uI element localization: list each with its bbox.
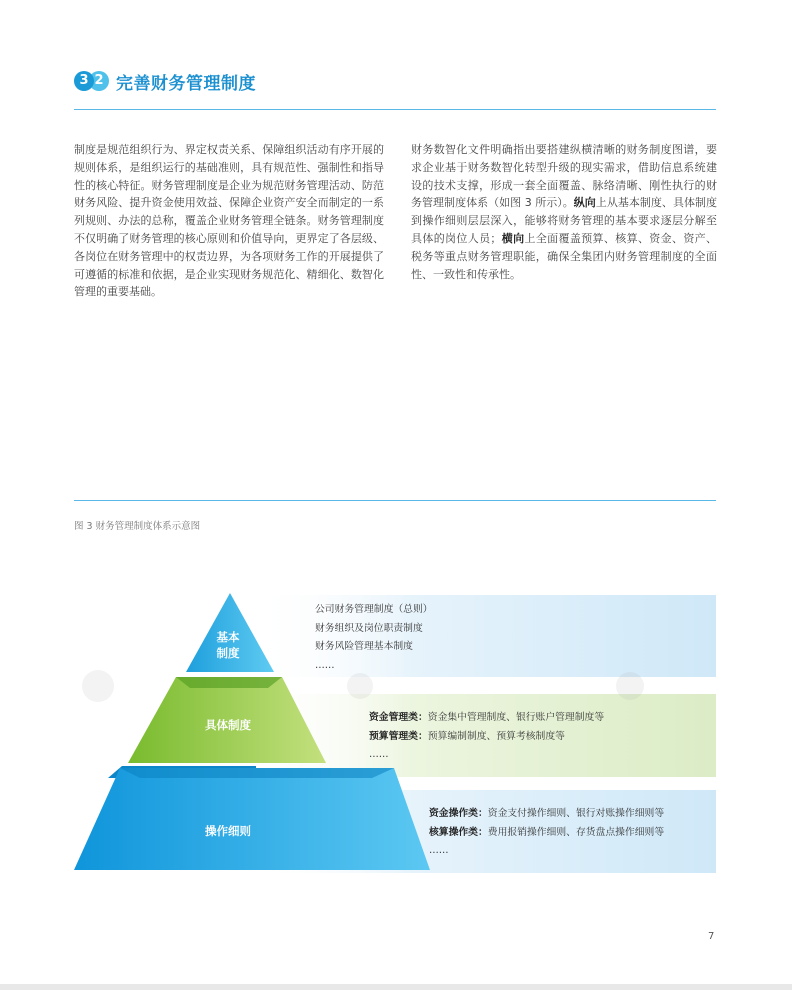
- band-line-text: ……: [369, 749, 389, 760]
- band-line-text: 费用报销操作细则、存货盘点操作细则等: [487, 826, 665, 838]
- section-number-badge: [74, 66, 110, 96]
- band-line: [429, 824, 664, 843]
- band-line: [315, 620, 433, 639]
- band-line-text: 财务组织及岗位职责制度: [315, 622, 423, 634]
- band-line: [315, 638, 433, 657]
- section-header: [74, 66, 256, 96]
- band-line-text: ……: [315, 659, 335, 671]
- band-line-text: 资金集中管理制度、银行账户管理制度等: [427, 712, 605, 723]
- band-line: [369, 709, 604, 728]
- paragraph-text: 财务数智化文件明确指出要搭建纵横清晰的财务制度图谱，要求企业基于财务数智化转型升级的现实需求，借助信息系统建设的技术支撑，形成一套全面覆盖、脉络清晰、刚性执行的财务管理制度体系（如图 3 所示）。: [411, 143, 717, 210]
- figure-divider: [74, 500, 716, 501]
- tier-label-specific: 具体制度: [205, 718, 251, 732]
- header-divider: [74, 109, 716, 110]
- section-title: 完善财务管理制度: [116, 73, 256, 94]
- band-line-category: 资金管理类：: [369, 712, 428, 723]
- band-text-basic: [315, 601, 433, 675]
- pyramid-tier-specific-top: [176, 677, 282, 688]
- band-line: [369, 728, 604, 747]
- band-line-text: 预算编制制度、预算考核制度等: [427, 730, 565, 742]
- band-line-text: ……: [429, 845, 449, 856]
- tier-label-line: 制度: [216, 646, 240, 660]
- emphasis-horizontal: 横向: [501, 231, 525, 245]
- band-line: [429, 805, 664, 824]
- band-line-category: 预算管理类：: [369, 730, 428, 742]
- tier-label-operational: 操作细则: [205, 824, 251, 838]
- section-number-digit: 2: [89, 71, 109, 91]
- page-bottom-edge: [0, 984, 792, 990]
- body-paragraph-right: [411, 141, 717, 283]
- band-line: [315, 657, 433, 676]
- band-text-operational: [429, 805, 664, 861]
- band-line: [315, 601, 433, 620]
- band-line: [369, 746, 604, 765]
- pyramid-tier-operational: [74, 768, 430, 870]
- paragraph-text: 上从基本制度、具体制度到操作细则层层深入，能够将财务管理的基本要求逐层分解至具体的岗位人员；: [411, 196, 718, 245]
- band-text-specific: [369, 709, 604, 765]
- tier-label-basic: [200, 629, 256, 661]
- pyramid-tier-operational-top: [120, 768, 394, 778]
- emphasis-vertical: 纵向: [573, 196, 596, 210]
- band-line-text: 财务风险管理基本制度: [315, 641, 413, 652]
- figure-caption: 图 3 财务管理制度体系示意图: [74, 521, 201, 532]
- section-number-digit: 3: [74, 71, 94, 91]
- band-line-text: 公司财务管理制度（总则）: [315, 604, 433, 615]
- band-line-text: 资金支付操作细则、银行对账操作细则等: [487, 808, 665, 819]
- band-line: [429, 842, 664, 861]
- tier-label-line: 基本: [216, 630, 240, 644]
- page-number: 7: [708, 931, 715, 942]
- body-paragraph-left: 制度是规范组织行为、界定权责关系、保障组织活动有序开展的规则体系，是组织运行的基础准则，具有规范性、强制性和指导性的核心特征。财务管理制度是企业为规范财务管理活动、防范财务风险、提升资金使用效益、保障企业资产安全而制定的一系列规则、办法的总称，覆盖企业财务管理全链条。财务管理制度不仅明确了财务管理的核心原则和价值导向，更界定了各层级、各岗位在财务管理中的权责边界，为各项财务工作的开展提供了可遵循的标准和依据，是企业实现财务规范化、精细化、数智化管理的重要基础。: [74, 143, 384, 299]
- paragraph-text: 上全面覆盖预算、核算、资金、资产、税务等重点财务管理职能，确保全集团内财务管理制度的全面性、一致性和传承性。: [411, 231, 718, 281]
- band-line-category: 核算操作类：: [429, 826, 488, 838]
- band-line-category: 资金操作类：: [429, 808, 488, 819]
